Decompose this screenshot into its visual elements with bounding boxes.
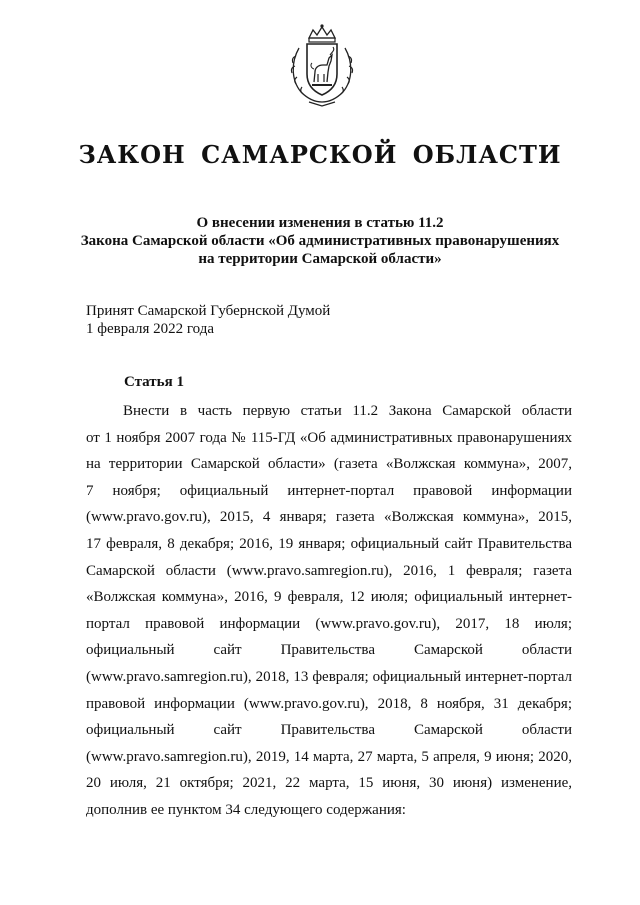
- article-line: портал правовой информации (www.pravo.gov.ru), 2017, 18 июля;: [86, 615, 572, 632]
- subject-line: О внесении изменения в статью 11.2: [196, 215, 444, 231]
- adoption-info: [86, 302, 330, 338]
- article-heading: Статья 1: [124, 374, 184, 390]
- article-line: (www.pravo.gov.ru), 2015, 4 января; газета «Волжская коммуна», 2015,: [86, 509, 572, 526]
- article-line: официальный сайт Правительства Самарской области: [86, 722, 572, 739]
- article-line: 20 июля, 21 октября; 2021, 22 марта, 15 июня, 30 июня) изменение,: [86, 775, 572, 792]
- article-line: на территории Самарской области» (газета «Волжская коммуна», 2007,: [86, 456, 572, 473]
- coat-of-arms-icon: [287, 22, 357, 108]
- article-line: (www.pravo.samregion.ru), 2019, 14 марта, 27 марта, 5 апреля, 9 июня; 2020,: [86, 748, 572, 765]
- article-line: (www.pravo.samregion.ru), 2018, 13 февраля; официальный интернет-портал: [86, 668, 572, 685]
- adopted-by: Принят Самарской Губернской Думой: [86, 303, 331, 319]
- article-line: Внести в часть первую статьи 11.2 Закона Самарской области: [123, 403, 572, 419]
- article-line: от 1 ноября 2007 года № 115-ГД «Об административных правонарушениях: [86, 429, 572, 446]
- law-title: ЗАКОН САМАРСКОЙ ОБЛАСТИ: [78, 140, 562, 169]
- adoption-date: 1 февраля 2022 года: [86, 321, 215, 337]
- article-body: [86, 398, 572, 824]
- article-line: 17 февраля, 8 декабря; 2016, 19 января; официальный сайт Правительства: [86, 535, 572, 552]
- subject-line: на территории Самарской области»: [198, 251, 442, 267]
- article-line: дополнив ее пунктом 34 следующего содержания:: [86, 801, 406, 818]
- article-line: официальный сайт Правительства Самарской области: [86, 642, 572, 659]
- law-subject: [80, 214, 560, 268]
- article-line: 7 ноября; официальный интернет-портал правовой информации: [86, 482, 572, 499]
- article-line: правовой информации (www.pravo.gov.ru), 2018, 8 ноября, 31 декабря;: [86, 695, 572, 712]
- article-line: «Волжская коммуна», 2016, 9 февраля, 12 июля; официальный интернет-: [86, 589, 572, 606]
- subject-line: Закона Самарской области «Об административных правонарушениях: [80, 233, 560, 249]
- article-line: Самарской области (www.pravo.samregion.ru), 2016, 1 февраля; газета: [86, 562, 572, 579]
